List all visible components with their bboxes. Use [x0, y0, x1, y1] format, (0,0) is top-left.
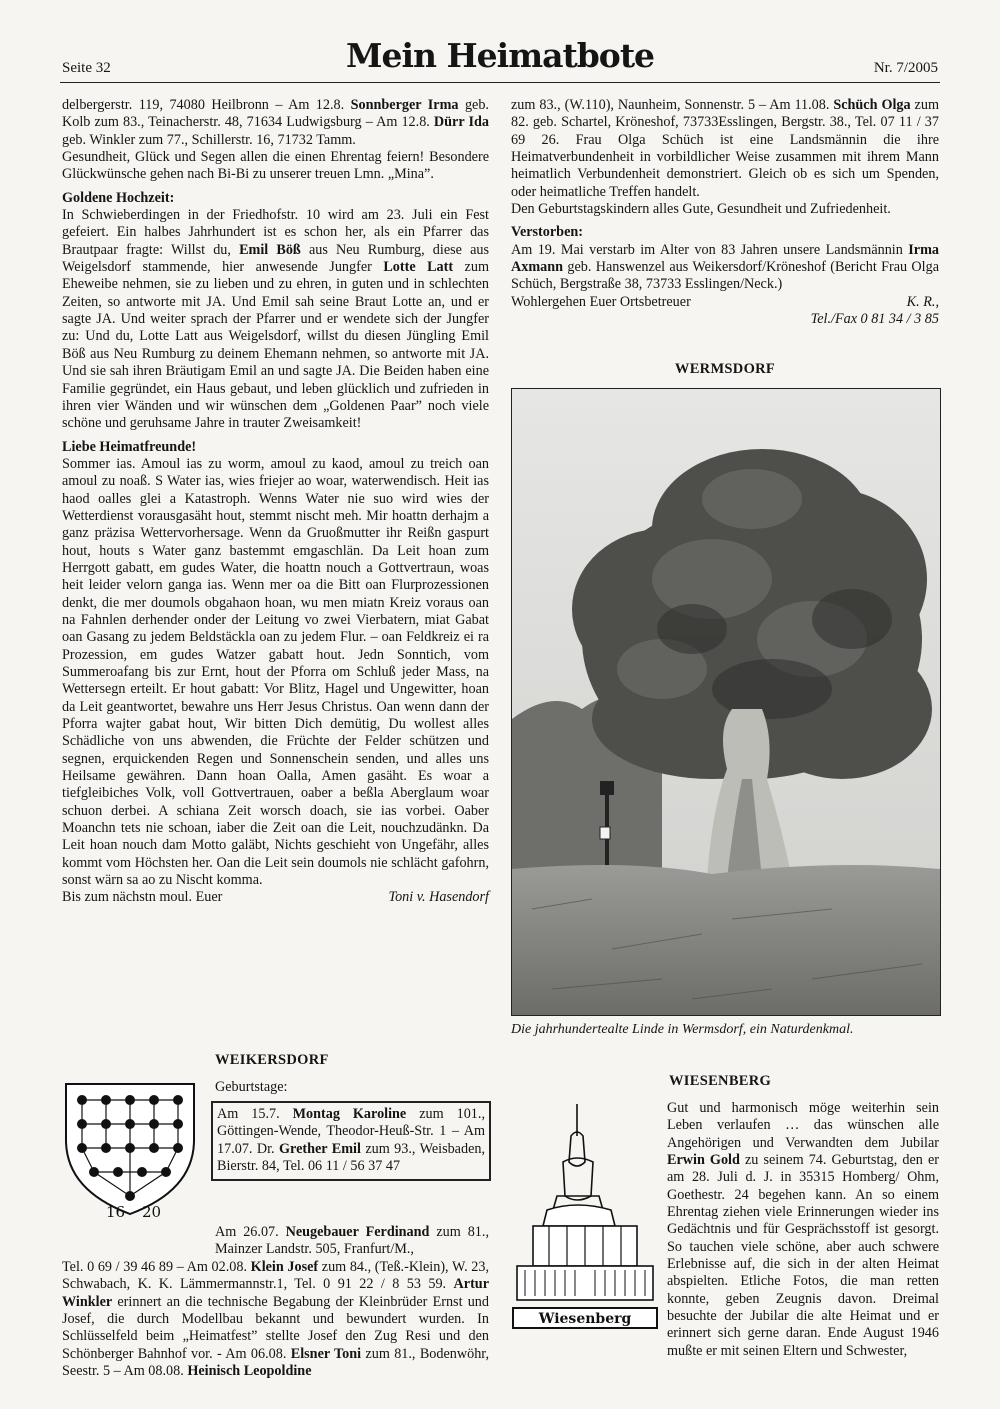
left-column — [62, 97, 489, 907]
greetings-paragraph: Gesundheit, Glück und Segen allen die einen Ehrentag feiern! Besondere Glückwünsche gehen nach Bi-Bi zu unserer treuen Lmn. „Mina”. — [62, 149, 489, 183]
section-title-wiesenberg: WIESENBERG — [669, 1073, 772, 1089]
linden-tree-photo — [511, 388, 941, 1016]
dialect-signature: Bis zum nächstn moul. Euer Toni v. Hasendorf — [62, 889, 489, 906]
wiesenberg-paragraph: Gut und harmonisch möge weiterhin sein Leben verlaufen … das wünschen alle Angehörigen und Verwandten dem Jubilar Erwin Gold zu seinem 74. Geburtstag, den er am 28. Juli d. J. in 35315 Homberg/ Ohm, Goethestr. 24 begehen kann. An so einem Ehrentag ziehen viele Erinnerungen wieder ins Gedächtnis und für Gesprächsstoff ist gesorgt. So tauchen viele schöne, aber auch schwere Erlebnisse auf, die sich in der alten Heimat abspielten. Etliche Fotos, die man retten konnte, geben Zeugnis davon. Dreimal besuchte der Jubilar die alte Heimat und er erinnert sich gerne daran. Ende August 1946 mußte er mit seinen Eltern und Schwester, — [667, 1100, 939, 1359]
page-header — [0, 0, 1000, 80]
heading-goldene-hochzeit: Goldene Hochzeit: — [62, 189, 175, 206]
weikersdorf-birthday-box: Am 15.7. Montag Karoline zum 101., Göttingen-Wende, Theodor-Heuß-Str. 1 – Am 17.07. Dr. Grether Emil zum 93., Weisbaden, Bierstr. 84, Tel. 06 11 / 56 37 47 — [211, 1101, 491, 1181]
obituary-signature: Wohlergehen Euer Ortsbetreuer K. R., — [511, 293, 939, 310]
section-title-weikersdorf: WEIKERSDORF — [215, 1052, 329, 1068]
masthead-logo: Mein Heimatbote — [345, 36, 655, 75]
birthday-continuation-right: zum 83., (W.110), Naunheim, Sonnenstr. 5 – Am 11.08. Schüch Olga zum 82. geb. Schartel, Kröneshof, 73733Esslingen, Bergstr. 38., Tel. 07 11 / 37 69 26. Frau Olga Schüch ist eine Landsmännin die ihre Heimatverbundenheit in vorbildlicher Weise zusammen mit ihrem Mann heimatlich Verbundenheit demonstriert. Gleich ob es sich um Spenden, oder heimatliche Treffen handelt. — [511, 97, 939, 200]
crest-year-left: 16 — [106, 1203, 126, 1220]
weikersdorf-crest-icon — [62, 1080, 202, 1220]
obituary-telephone: Tel./Fax 0 81 34 / 3 85 — [810, 311, 939, 328]
heading-verstorben: Verstorben: — [511, 224, 583, 241]
heading-liebe-heimatfreunde: Liebe Heimatfreunde! — [62, 438, 197, 455]
wiesenberg-crest-icon — [511, 1100, 659, 1332]
birthday-continuation: delbergerstr. 119, 74080 Heilbronn – Am 12.8. Sonnberger Irma geb. Kolb zum 83., Teinacherstr. 48, 71634 Ludwigsburg – Am 12.8. Dürr Ida geb. Winkler zum 77., Schillerstr. 16, 71732 Tamm. — [62, 97, 489, 148]
dialect-paragraph: Sommer ias. Amoul ias zu worm, amoul zu kaod, amoul zu treich oan amoul zu noaß. S Water ias, wies friejer ao woar, waterwendisch. Heit ias haod oalles glei a Katastroph. Wenns Water nie suo wird wies der Wetterdienst vorausgasäht hout, stemmt nischt meh. Mir hoattn derhajm a ganz präzisa Wettervorhersage. Wenn da Gruoßmutter ihr Reißn gaspurt hout, houts s Water ganz bastemmt emgaschlän. Da Leit hoan zum Herrgott gabatt, em gudes Water, die hoattn nouch a Gottvertraun, woas heit leider velorn ganga ias. Wenn mer oa die Bitt oan Flurprozessionen denkt, die mer doumols obgahaon hoan, wu men miatn Kreiz voraus oan na Fahnlen derhender onder der Leitung vo zwei Vierbatern, miat Gabat oan Gasang zu jedem Beldstäckla oan zu jedem Flur. – oan Feldkreiz ei ra Prozession, em gudes Watzer gabatt hout. Jedn Sonntich, vom Summeroafang bis zur Ernt, hout der Pforra om Schluß jeder Mass, na Wettersegn erteilt. Er hout gabatt: Vor Blitz, Hagel und Ungewitter, hoan da Leit geantwortet, bewahre uns Herr Jesus Christus. Oan wenn dann der Pforra wajter gabat hout, Wir bitten Dich demütig, Du wollest alles Schädliche von uns abwenden, die Früchte der Felder schützen und segnen, erquickenden Regen und Sonnenschein senden, und alles uns Heilsame gewähren. Dann hoan Oalla, Amen gasäht. Es woar a tiefgleibiches Volk, voll Gottvertrauen, oaber a beßla Aberglaum woar schuon derbei. A schiana Zeit worsch doach, sie ias vorbei. Oaber Moanchn tets nie schoan, iaber die Zeit oan die Leit, nouchzudänkn. Da Leit hoan nouch dam Motto galäbt, Nichts geschieht von Ungefähr, alles kommt vom Höchsten her. Oan die Leit sein doumols nie schlächt gafohrn, sonst wärn sa ao zu Nischt komma. — [62, 455, 489, 889]
obituary-paragraph: Am 19. Mai verstarb im Alter von 83 Jahren unsere Landsmännin Irma Axmann geb. Hanswenzel aus Weikersdorf/Kröneshof (Bericht Frau Olga Schüch, Bergstraße 38, 73733 Esslingen/Neck.) — [511, 241, 939, 293]
section-title-wermsdorf: WERMSDORF — [674, 361, 776, 377]
crest-label: Wiesenberg — [538, 1311, 632, 1327]
wishes-paragraph: Den Geburtstagskindern alles Gute, Gesundheit und Zufriedenheit. — [511, 201, 891, 218]
right-column — [511, 97, 939, 328]
photo-caption: Die jahrhundertealte Linde in Wermsdorf, ein Naturdenkmal. — [511, 1022, 854, 1037]
issue-number: Nr. 7/2005 — [873, 60, 938, 76]
crest-year-right: 20 — [142, 1203, 162, 1220]
golden-wedding-paragraph: In Schwieberdingen in der Friedhofstr. 10 wird am 23. Juli ein Fest gefeiert. Ein halbes Jahrhundert ist es schon her, als ein Pfarrer das Brautpaar fragte: Willst du, Emil Böß aus Neu Rumburg, diese aus Weigelsdorf stammende, hier anwesende Jungfer Lotte Latt zum Eheweibe nehmen, sie zu lieben und zu ehren, in guten und in schlechten Zeiten, so antworte mit JA. Und Emil sah seine Braut Lotte an, und er sagte JA. Und weiter sprach der Pfarrer und er wendete sich der Jungfer zu: Und du, Lotte Latt aus Weigelsdorf, willst du diesen Jüngling Emil Böß aus Neu Rumburg zu deinem Ehemann nehmen, so antworte mit JA. Und sie sah ihren Bräutigam Emil an und sagte JA. Die Beiden haben eine Familie gegründet, ein Haus gebaut, und leben glücklich und zufrieden in ihren vier Wänden und wir wünschen dem „Goldenen Paar” noch viele schöne und geruhsame Jahre in trauter Zweisamkeit! — [62, 207, 489, 432]
page-number: Seite 32 — [62, 60, 111, 76]
weikersdorf-continuation: Am 26.07. Neugebauer Ferdinand zum 81., Mainzer Landstr. 505, Franfurt/M., — [215, 1224, 489, 1258]
weikersdorf-full-paragraph: Tel. 0 69 / 39 46 89 – Am 02.08. Klein Josef zum 84., (Teß.-Klein), W. 23, Schwabach, K. K. Lämmermannstr.1, Tel. 0 91 22 / 8 53 59. Artur Winkler erinnert an die technische Begabung der Kleinbrüder Ernst und Josef, die durch Modellbau bekannt und bewundert wurden. In Schlüsselfeld beim „Heimatfest” stellte Josef den Zug Resi und den Schönberger Bahnhof vor. - Am 06.08. Elsner Toni zum 81., Bodenwöhr, Seestr. 5 – Am 08.08. Heinisch Leopoldine — [62, 1259, 489, 1380]
birthdays-label: Geburtstage: — [215, 1079, 288, 1095]
header-rule — [60, 82, 940, 83]
